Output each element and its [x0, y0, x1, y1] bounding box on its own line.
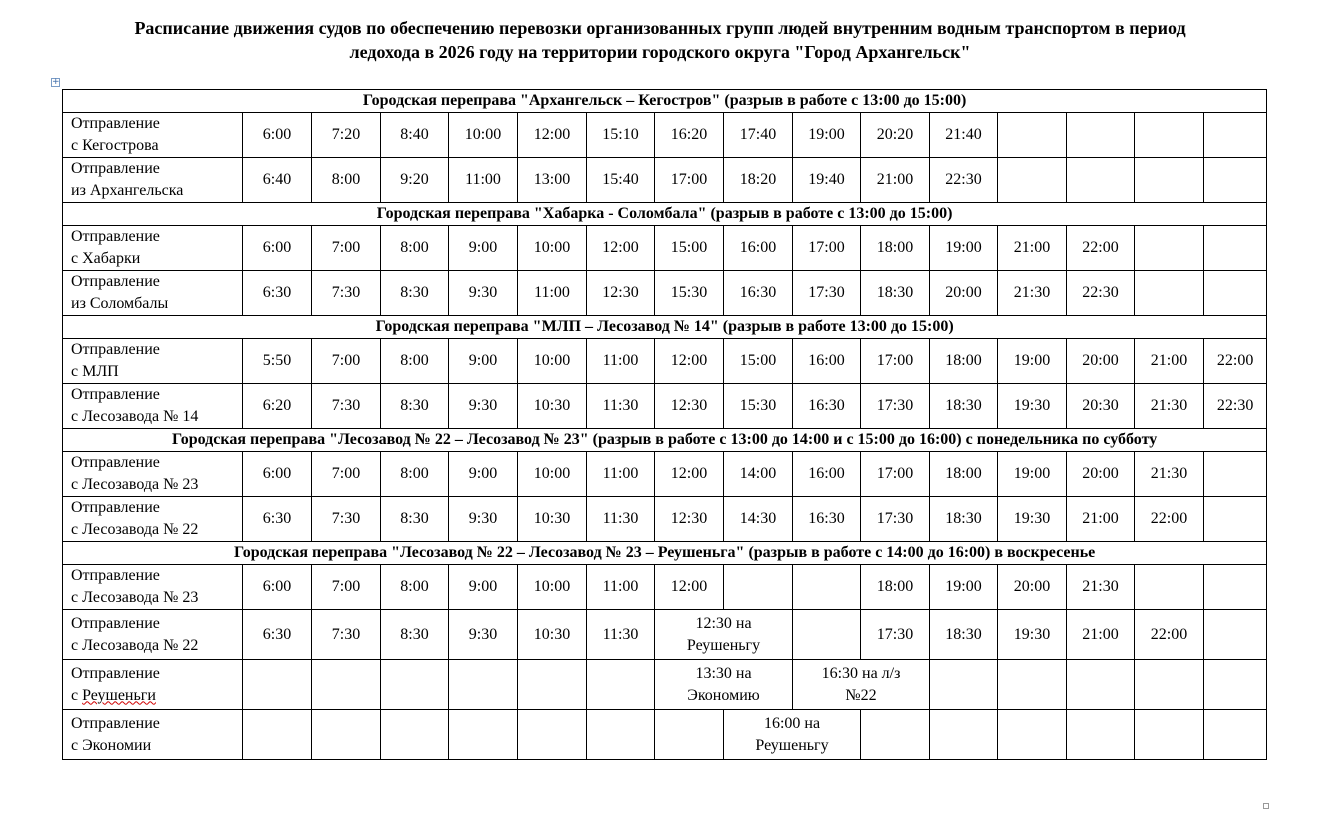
time-cell: 11:00: [449, 158, 518, 203]
special-trip-line-2: Реушеньгу: [686, 636, 761, 654]
section-header-row: [63, 316, 1267, 339]
time-cell: 17:00: [861, 452, 930, 497]
time-cell: 20:30: [1067, 384, 1135, 429]
row-label: [63, 271, 243, 316]
row-label-line-2: с Лесозавода № 23: [71, 589, 199, 606]
time-cell: 16:20: [655, 113, 724, 158]
time-cell: 19:00: [793, 113, 861, 158]
time-cell: 22:00: [1135, 497, 1204, 542]
time-cell: [312, 710, 381, 760]
row-label: [63, 339, 243, 384]
time-cell: 16:00: [793, 452, 861, 497]
time-cell: 16:30: [793, 384, 861, 429]
special-trip-line-1: 16:00 на: [763, 714, 821, 732]
row-label: [63, 384, 243, 429]
row-label-line-2: с МЛП: [71, 363, 119, 380]
section-header-row: [63, 542, 1267, 565]
time-cell: 9:30: [449, 497, 518, 542]
time-cell: 21:00: [1135, 339, 1204, 384]
row-label: [63, 497, 243, 542]
time-cell: 9:00: [449, 565, 518, 610]
schedule-row: [63, 710, 1267, 760]
time-cell: 11:30: [587, 610, 655, 660]
time-cell: 11:00: [518, 271, 587, 316]
time-cell: 19:00: [930, 565, 998, 610]
time-cell: [1204, 497, 1267, 542]
time-cell: [587, 710, 655, 760]
time-cell: 12:30: [587, 271, 655, 316]
time-cell: 17:30: [861, 384, 930, 429]
row-label-place: Реушеньги: [82, 686, 156, 704]
time-cell: 13:00: [518, 158, 587, 203]
time-cell: 18:30: [930, 384, 998, 429]
time-cell: 18:30: [930, 497, 998, 542]
time-cell: 15:00: [655, 226, 724, 271]
schedule-table: [62, 89, 1267, 760]
time-cell: 8:30: [381, 271, 449, 316]
table-move-handle-icon[interactable]: +: [52, 77, 60, 87]
time-cell: 10:00: [518, 226, 587, 271]
section-header: Городская переправа "Лесозавод № 22 – Лесозавод № 23 – Реушеньга" (разрыв в работе с 14:00 до 16:00) в воскресенье: [63, 542, 1267, 565]
time-cell: 6:30: [243, 271, 312, 316]
row-label: [63, 660, 243, 710]
special-trip-line-1: 16:30 на л/з: [821, 664, 901, 682]
title-line-1: Расписание движения судов по обеспечению перевозки организованных групп людей внутренним водным транспортом в период: [134, 18, 1186, 38]
time-cell: 8:00: [381, 565, 449, 610]
time-cell: 9:00: [449, 339, 518, 384]
time-cell: [312, 660, 381, 710]
schedule-row: [63, 271, 1267, 316]
row-label-line-2: с Кегострова: [71, 137, 159, 154]
special-trip-cell: [793, 660, 930, 710]
schedule-row: [63, 339, 1267, 384]
time-cell: 19:40: [793, 158, 861, 203]
time-cell: 19:30: [998, 497, 1067, 542]
time-cell: 17:30: [861, 610, 930, 660]
time-cell: [1204, 660, 1267, 710]
time-cell: 8:00: [381, 226, 449, 271]
time-cell: [724, 565, 793, 610]
time-cell: [381, 660, 449, 710]
time-cell: [518, 660, 587, 710]
time-cell: 21:00: [998, 226, 1067, 271]
row-label-line-1: Отправление: [71, 614, 160, 632]
time-cell: 7:20: [312, 113, 381, 158]
time-cell: 18:20: [724, 158, 793, 203]
time-cell: 19:00: [930, 226, 998, 271]
time-cell: 22:00: [1067, 226, 1135, 271]
row-label-line-2: из Архангельска: [71, 182, 184, 199]
time-cell: 9:00: [449, 226, 518, 271]
title-line-2: ледохода в 2026 году на территории городского округа "Город Архангельск": [349, 42, 971, 62]
time-cell: 20:00: [1067, 339, 1135, 384]
time-cell: [1135, 113, 1204, 158]
schedule-body: [63, 90, 1267, 760]
time-cell: [381, 710, 449, 760]
time-cell: 11:30: [587, 497, 655, 542]
schedule-row: [63, 452, 1267, 497]
time-cell: [1135, 226, 1204, 271]
time-cell: 9:30: [449, 610, 518, 660]
time-cell: 7:00: [312, 339, 381, 384]
section-header-row: [63, 203, 1267, 226]
time-cell: 21:40: [930, 113, 998, 158]
time-cell: [1204, 113, 1267, 158]
section-header: Городская переправа "МЛП – Лесозавод № 14" (разрыв в работе 13:00 до 15:00): [63, 316, 1267, 339]
time-cell: 10:30: [518, 610, 587, 660]
time-cell: 12:00: [587, 226, 655, 271]
page-title: [20, 16, 1300, 64]
row-label-line-1: Отправление: [71, 273, 160, 290]
special-trip-line-2: №22: [845, 686, 877, 704]
time-cell: 16:00: [724, 226, 793, 271]
time-cell: [793, 565, 861, 610]
time-cell: 11:30: [587, 384, 655, 429]
time-cell: 17:00: [861, 339, 930, 384]
time-cell: 6:30: [243, 497, 312, 542]
time-cell: 15:30: [724, 384, 793, 429]
time-cell: 6:30: [243, 610, 312, 660]
time-cell: [930, 660, 998, 710]
row-label: [63, 710, 243, 760]
time-cell: 17:00: [793, 226, 861, 271]
time-cell: 7:30: [312, 610, 381, 660]
time-cell: 5:50: [243, 339, 312, 384]
time-cell: 17:30: [793, 271, 861, 316]
row-label: [63, 226, 243, 271]
time-cell: [1135, 565, 1204, 610]
time-cell: 8:30: [381, 497, 449, 542]
time-cell: 20:00: [930, 271, 998, 316]
time-cell: [243, 710, 312, 760]
row-label-line-2: с Экономии: [71, 736, 152, 754]
time-cell: 12:00: [518, 113, 587, 158]
row-label-line-2: с Лесозавода № 23: [71, 476, 199, 493]
row-label-line-1: Отправление: [71, 341, 160, 358]
time-cell: [998, 158, 1067, 203]
time-cell: 10:30: [518, 384, 587, 429]
time-cell: [998, 113, 1067, 158]
special-trip-line-1: 13:30 на: [695, 664, 752, 682]
time-cell: 18:30: [861, 271, 930, 316]
special-trip-line-1: 12:30 на: [695, 614, 752, 632]
time-cell: 10:00: [518, 565, 587, 610]
schedule-row: [63, 113, 1267, 158]
time-cell: 18:00: [861, 226, 930, 271]
time-cell: [1135, 660, 1204, 710]
time-cell: 22:00: [1204, 339, 1267, 384]
time-cell: 18:00: [861, 565, 930, 610]
time-cell: 17:00: [655, 158, 724, 203]
time-cell: [1204, 610, 1267, 660]
time-cell: 8:30: [381, 610, 449, 660]
time-cell: 7:00: [312, 452, 381, 497]
time-cell: 11:00: [587, 565, 655, 610]
time-cell: 15:30: [655, 271, 724, 316]
row-label-line-2: из Соломбалы: [71, 295, 169, 312]
time-cell: 20:00: [1067, 452, 1135, 497]
special-trip-line-2: Экономию: [687, 686, 760, 704]
row-label: [63, 158, 243, 203]
time-cell: [1204, 271, 1267, 316]
special-trip-cell: [724, 710, 861, 760]
time-cell: 21:00: [1067, 610, 1135, 660]
special-trip-line-2: Реушеньгу: [755, 736, 829, 754]
row-label-prefix: с: [71, 686, 83, 704]
time-cell: [861, 710, 930, 760]
row-label-line-2: с Лесозавода № 14: [71, 408, 199, 425]
time-cell: 15:00: [724, 339, 793, 384]
time-cell: 8:40: [381, 113, 449, 158]
time-cell: 6:00: [243, 452, 312, 497]
schedule-row: [63, 660, 1267, 710]
time-cell: 10:30: [518, 497, 587, 542]
time-cell: 22:30: [1067, 271, 1135, 316]
time-cell: 10:00: [449, 113, 518, 158]
row-label: [63, 452, 243, 497]
time-cell: 18:00: [930, 452, 998, 497]
time-cell: [1204, 226, 1267, 271]
time-cell: 12:00: [655, 452, 724, 497]
time-cell: 16:30: [724, 271, 793, 316]
time-cell: 19:30: [998, 384, 1067, 429]
row-label-line-1: Отправление: [71, 714, 160, 732]
time-cell: 21:00: [861, 158, 930, 203]
row-label-line-1: Отправление: [71, 567, 160, 584]
time-cell: [1135, 271, 1204, 316]
time-cell: 20:20: [861, 113, 930, 158]
row-label-line-1: Отправление: [71, 454, 160, 471]
time-cell: 8:00: [312, 158, 381, 203]
time-cell: 9:30: [449, 384, 518, 429]
time-cell: [587, 660, 655, 710]
time-cell: 6:40: [243, 158, 312, 203]
time-cell: 12:30: [655, 497, 724, 542]
time-cell: 8:00: [381, 452, 449, 497]
time-cell: 11:00: [587, 339, 655, 384]
section-header: Городская переправа "Лесозавод № 22 – Лесозавод № 23" (разрыв в работе с 13:00 до 14:00 и с 15:00 до 16:00) с понедельника по субботу: [63, 429, 1267, 452]
schedule-row: [63, 610, 1267, 660]
time-cell: 11:00: [587, 452, 655, 497]
row-label-line-1: Отправление: [71, 160, 160, 177]
row-label-line-1: Отправление: [71, 499, 160, 516]
time-cell: 8:30: [381, 384, 449, 429]
time-cell: 9:30: [449, 271, 518, 316]
time-cell: [793, 610, 861, 660]
row-label-line-2: с Хабарки: [71, 250, 141, 267]
time-cell: 7:30: [312, 384, 381, 429]
time-cell: 12:00: [655, 339, 724, 384]
schedule-row: [63, 497, 1267, 542]
time-cell: [1135, 710, 1204, 760]
time-cell: [449, 710, 518, 760]
time-cell: 7:00: [312, 565, 381, 610]
time-cell: [243, 660, 312, 710]
time-cell: 10:00: [518, 339, 587, 384]
special-trip-cell: [655, 660, 793, 710]
time-cell: [655, 710, 724, 760]
row-label: [63, 565, 243, 610]
time-cell: 19:00: [998, 339, 1067, 384]
time-cell: 20:00: [998, 565, 1067, 610]
time-cell: 6:00: [243, 565, 312, 610]
time-cell: 18:00: [930, 339, 998, 384]
time-cell: 9:20: [381, 158, 449, 203]
time-cell: 6:00: [243, 226, 312, 271]
time-cell: 17:30: [861, 497, 930, 542]
section-header: Городская переправа "Хабарка - Соломбала" (разрыв в работе с 13:00 до 15:00): [63, 203, 1267, 226]
time-cell: 21:30: [998, 271, 1067, 316]
row-label-line-2: [71, 685, 242, 707]
time-cell: [449, 660, 518, 710]
schedule-row: [63, 158, 1267, 203]
time-cell: 15:40: [587, 158, 655, 203]
time-cell: 21:00: [1067, 497, 1135, 542]
time-cell: 12:00: [655, 565, 724, 610]
time-cell: 14:00: [724, 452, 793, 497]
schedule-row: [63, 226, 1267, 271]
time-cell: 6:20: [243, 384, 312, 429]
time-cell: 21:30: [1067, 565, 1135, 610]
schedule-row: [63, 384, 1267, 429]
row-label: [63, 113, 243, 158]
time-cell: [930, 710, 998, 760]
row-label-line-1: Отправление: [71, 228, 160, 245]
row-label-line-1: Отправление: [71, 115, 160, 132]
time-cell: 7:00: [312, 226, 381, 271]
row-label-line-1: Отправление: [71, 664, 160, 682]
time-cell: 9:00: [449, 452, 518, 497]
row-label-line-1: Отправление: [71, 386, 160, 403]
time-cell: [1135, 158, 1204, 203]
row-label-line-2: с Лесозавода № 22: [71, 636, 199, 654]
section-header: Городская переправа "Архангельск – Кегостров" (разрыв в работе с 13:00 до 15:00): [63, 90, 1267, 113]
time-cell: [998, 710, 1067, 760]
time-cell: 17:40: [724, 113, 793, 158]
time-cell: 7:30: [312, 497, 381, 542]
time-cell: 21:30: [1135, 452, 1204, 497]
schedule-row: [63, 565, 1267, 610]
time-cell: [1067, 710, 1135, 760]
time-cell: 22:00: [1135, 610, 1204, 660]
time-cell: 16:00: [793, 339, 861, 384]
time-cell: 19:30: [998, 610, 1067, 660]
time-cell: 12:30: [655, 384, 724, 429]
time-cell: 16:30: [793, 497, 861, 542]
row-label-line-2: с Лесозавода № 22: [71, 521, 199, 538]
time-cell: [1067, 113, 1135, 158]
time-cell: [1204, 158, 1267, 203]
time-cell: 22:30: [930, 158, 998, 203]
time-cell: 6:00: [243, 113, 312, 158]
time-cell: 8:00: [381, 339, 449, 384]
special-trip-cell: [655, 610, 793, 660]
time-cell: [1204, 710, 1267, 760]
time-cell: 22:30: [1204, 384, 1267, 429]
time-cell: 15:10: [587, 113, 655, 158]
time-cell: 10:00: [518, 452, 587, 497]
time-cell: 18:30: [930, 610, 998, 660]
time-cell: [1204, 452, 1267, 497]
row-label: [63, 610, 243, 660]
time-cell: [518, 710, 587, 760]
time-cell: 19:00: [998, 452, 1067, 497]
section-header-row: [63, 90, 1267, 113]
time-cell: [998, 660, 1067, 710]
time-cell: 21:30: [1135, 384, 1204, 429]
section-header-row: [63, 429, 1267, 452]
time-cell: 14:30: [724, 497, 793, 542]
time-cell: [1204, 565, 1267, 610]
table-resize-handle[interactable]: [1263, 803, 1269, 809]
time-cell: [1067, 158, 1135, 203]
time-cell: 7:30: [312, 271, 381, 316]
time-cell: [1067, 660, 1135, 710]
